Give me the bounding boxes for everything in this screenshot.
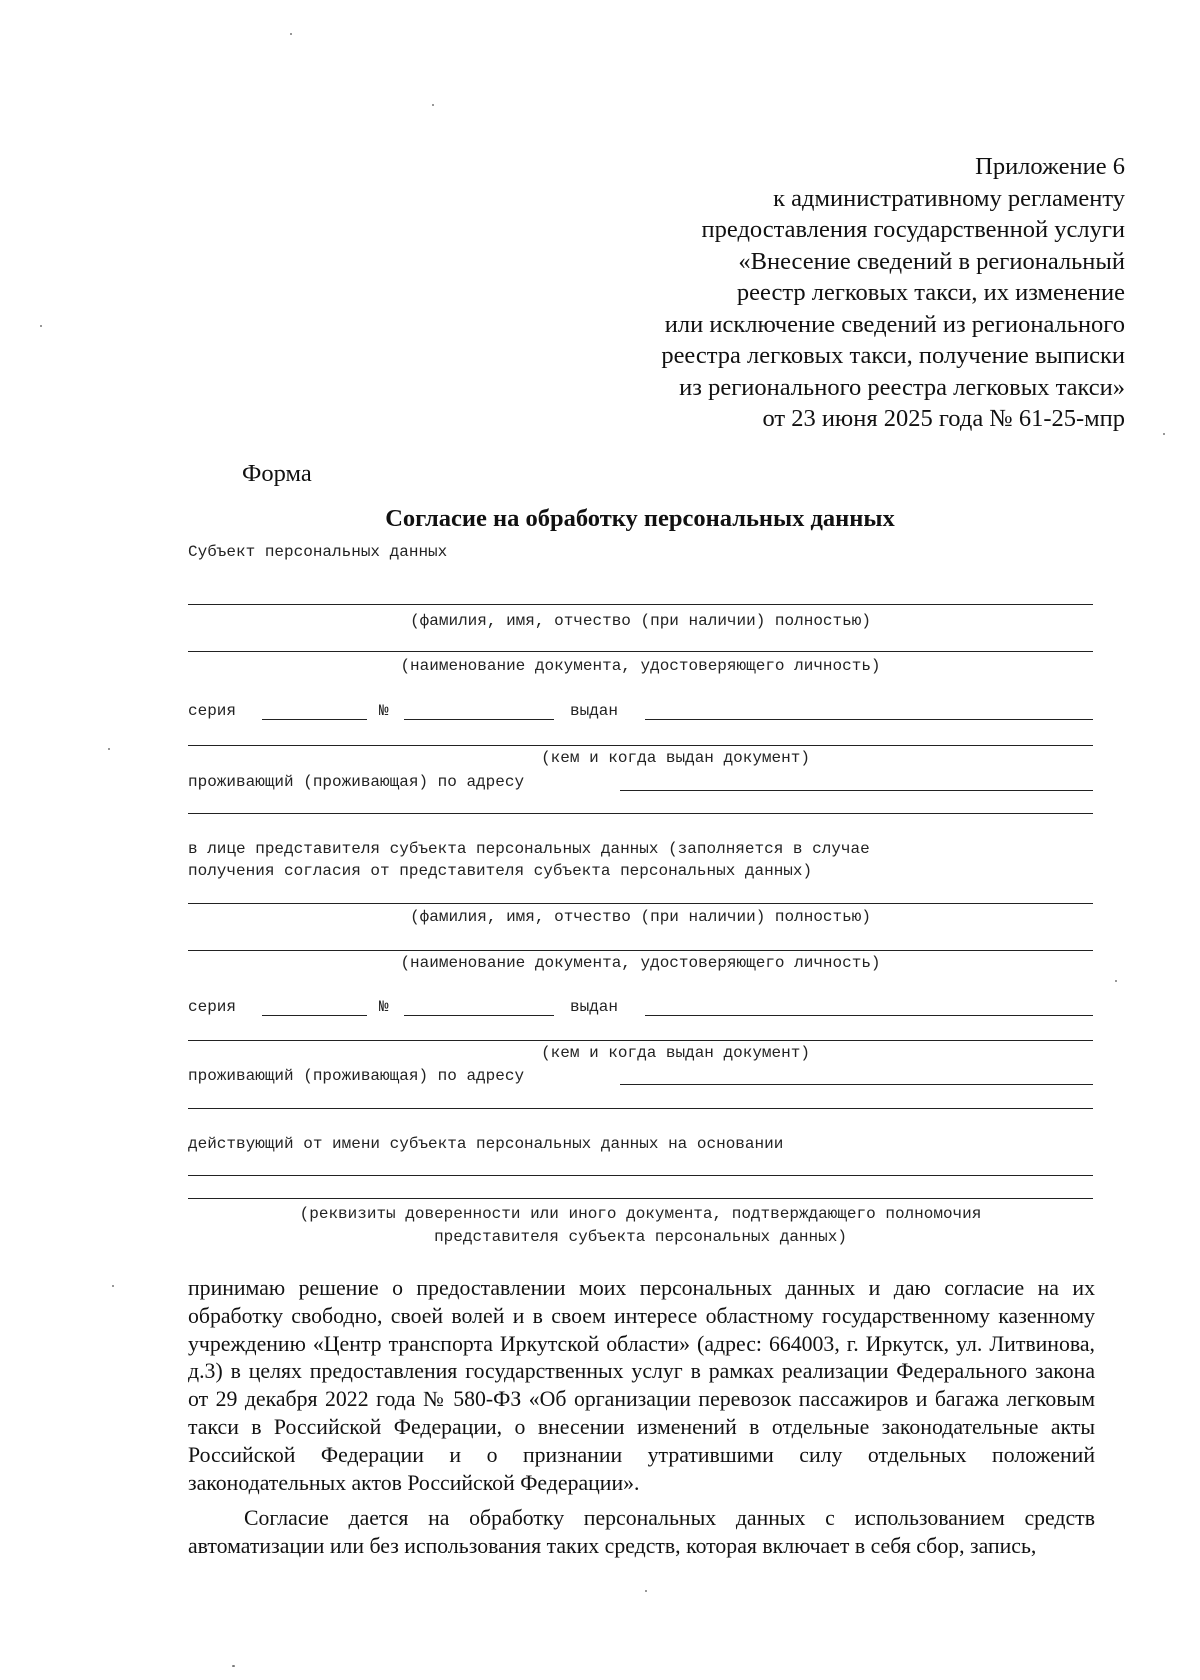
document-title: Согласие на обработку персональных данных <box>385 505 895 532</box>
subject-issued-field[interactable] <box>645 719 1093 720</box>
scan-speck <box>40 325 42 327</box>
header-line: из регионального реестра легковых такси» <box>679 373 1125 401</box>
consent-paragraph-1: принимаю решение о предоставлении моих персональных данных и даю согласие на их обработку свободно, своей волей и в своем интересе областному государственному казенному учреждению «Центр транспорта Иркутской области» (адрес: 664003, г. Иркутск, ул. Литвинова, д.3) в целях предоставления государственных услуг в рамках реализации Федерального закона от 29 декабря 2022 года № 580-ФЗ «Об организации перевозок пассажиров и багажа легковым такси в Российской Федерации, о внесении изменений в отдельные законодательные акты Российской Федерации и о признании утратившими силу отдельных положений законодательных актов Российской Федерации». <box>188 1276 1095 1495</box>
representative-fio-line[interactable] <box>188 903 1093 904</box>
representative-issued-field[interactable] <box>645 1015 1093 1016</box>
subject-doc-hint: (наименование документа, удостоверяющего личность) <box>400 657 881 675</box>
subject-issued-label: выдан <box>570 702 619 720</box>
representative-issued-by-hint: (кем и когда выдан документ) <box>541 1044 810 1062</box>
header-line: от 23 июня 2025 года № 61-25-мпр <box>762 405 1125 432</box>
subject-address-label: проживающий (проживающая) по адресу <box>188 773 525 791</box>
scan-speck <box>645 1590 647 1592</box>
representative-number-label: № <box>379 998 389 1016</box>
subject-series-label: серия <box>188 702 237 720</box>
representative-intro-line-2: получения согласия от представителя субъекта персональных данных) <box>188 862 813 880</box>
scan-speck <box>108 748 110 750</box>
representative-address-field[interactable] <box>620 1084 1093 1085</box>
subject-address-field[interactable] <box>620 790 1093 791</box>
representative-address-label: проживающий (проживающая) по адресу <box>188 1067 525 1085</box>
representative-number-field[interactable] <box>404 1015 554 1016</box>
subject-number-field[interactable] <box>404 719 554 720</box>
scan-speck <box>290 33 292 35</box>
consent-body <box>188 1275 1095 1561</box>
consent-paragraph-2: Согласие дается на обработку персональных данных с использованием средств автоматизации или без использования таких средств, которая включает в себя сбор, запись, <box>188 1506 1095 1559</box>
subject-number-label: № <box>379 702 389 720</box>
header-line: «Внесение сведений в региональный <box>738 247 1125 275</box>
representative-doc-line[interactable] <box>188 950 1093 951</box>
subject-label: Субъект персональных данных <box>188 543 448 561</box>
header-line: или исключение сведений из регионального <box>664 310 1125 338</box>
header-line: Приложение 6 <box>975 153 1125 180</box>
representative-issued-label: выдан <box>570 998 619 1016</box>
scan-speck <box>1163 433 1165 435</box>
header-line: к административному регламенту <box>773 184 1125 212</box>
subject-fio-line[interactable] <box>188 604 1093 605</box>
scan-speck <box>432 104 434 106</box>
scan-speck <box>232 1665 235 1667</box>
header-line: реестра легковых такси, получение выписки <box>661 342 1125 369</box>
header-line: предоставления государственной услуги <box>701 216 1125 243</box>
subject-fio-hint: (фамилия, имя, отчество (при наличии) полностью) <box>410 612 871 630</box>
representative-acting-label: действующий от имени субъекта персональных данных на основании <box>188 1135 784 1153</box>
subject-address-field-2[interactable] <box>188 813 1093 814</box>
representative-address-field-2[interactable] <box>188 1108 1093 1109</box>
representative-series-field[interactable] <box>262 1015 367 1016</box>
form-label: Форма <box>242 460 312 487</box>
header-line: реестр легковых такси, их изменение <box>736 279 1125 306</box>
representative-doc-hint: (наименование документа, удостоверяющего личность) <box>400 954 881 972</box>
representative-series-label: серия <box>188 998 237 1016</box>
scan-speck <box>1115 980 1117 982</box>
representative-authority-hint-2: представителя субъекта персональных данных) <box>434 1228 847 1246</box>
scan-speck <box>112 1285 114 1287</box>
appendix-header <box>485 151 1125 435</box>
representative-issued-by-line[interactable] <box>188 1040 1093 1041</box>
subject-doc-line[interactable] <box>188 651 1093 652</box>
representative-authority-line[interactable] <box>188 1175 1093 1176</box>
subject-issued-by-hint: (кем и когда выдан документ) <box>541 749 810 767</box>
subject-issued-by-line[interactable] <box>188 745 1093 746</box>
subject-series-field[interactable] <box>262 719 367 720</box>
representative-authority-line-2[interactable] <box>188 1198 1093 1199</box>
representative-fio-hint: (фамилия, имя, отчество (при наличии) полностью) <box>410 908 871 926</box>
representative-intro-line-1: в лице представителя субъекта персональных данных (заполняется в случае <box>188 840 870 858</box>
representative-authority-hint-1: (реквизиты доверенности или иного документа, подтверждающего полномочия <box>299 1205 982 1223</box>
